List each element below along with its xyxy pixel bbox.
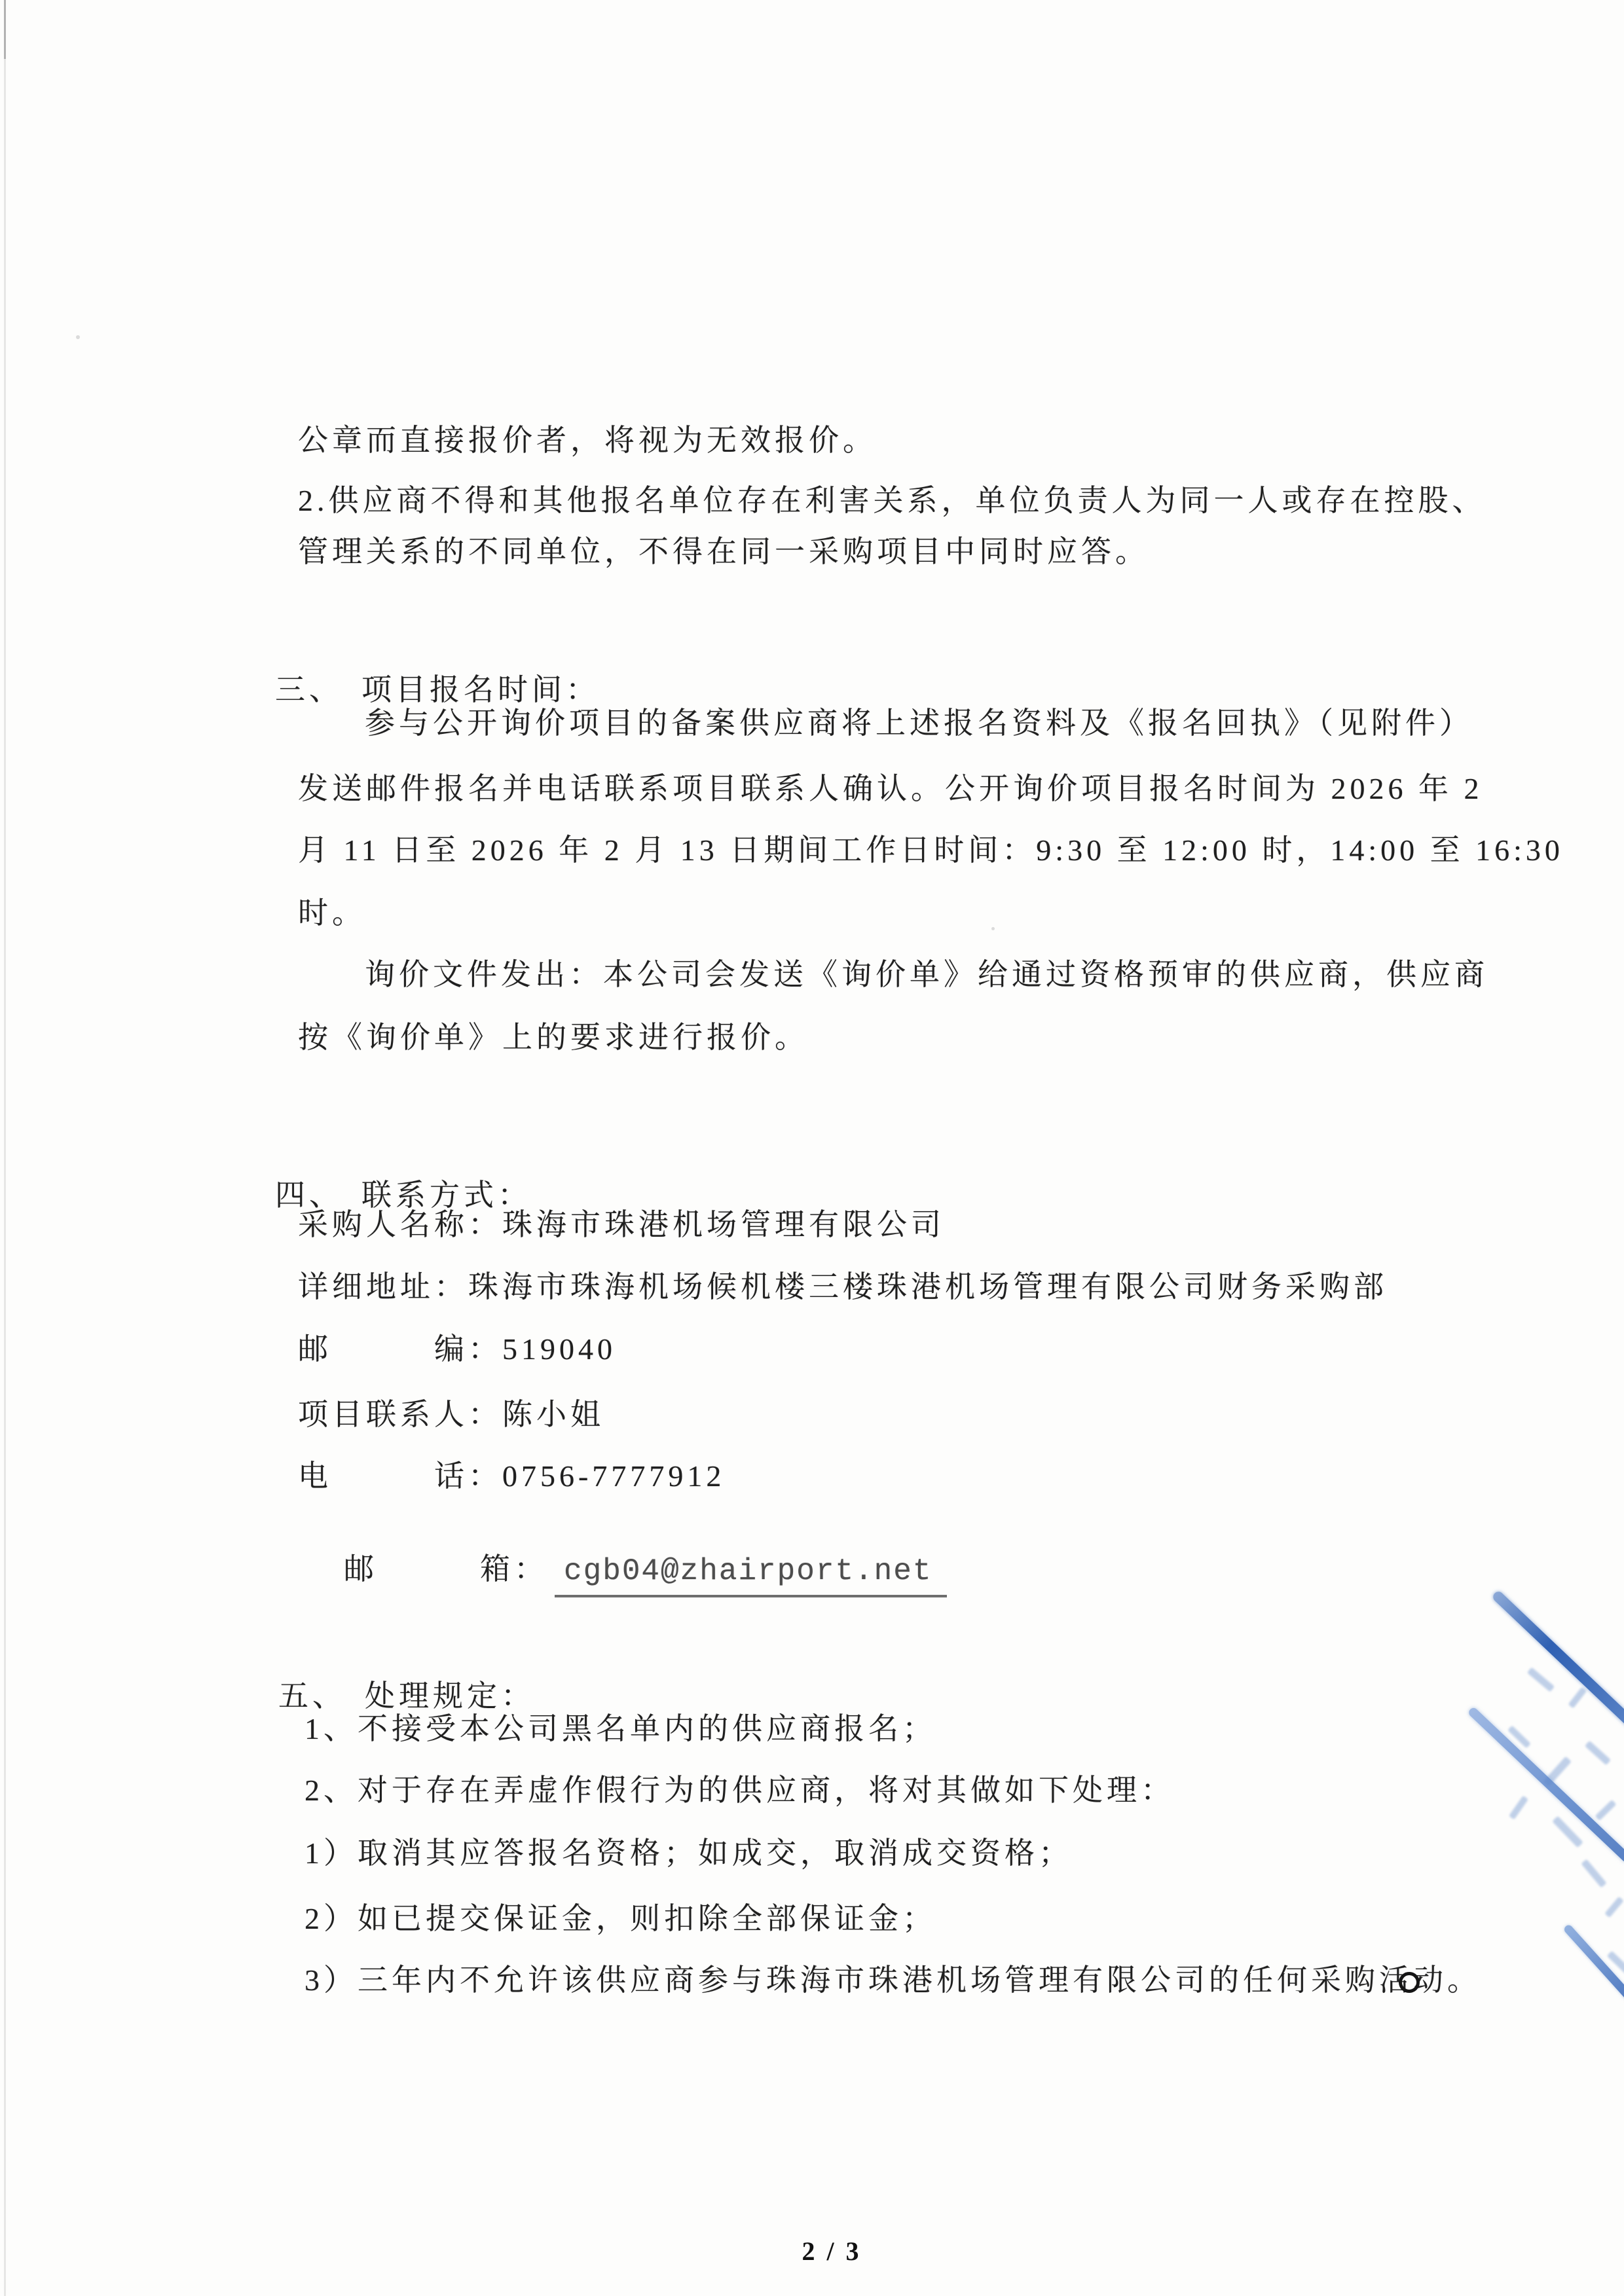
stamp-border-line bbox=[1467, 1706, 1624, 1864]
contact-address-line: 详细地址：珠海市珠海机场候机楼三楼珠港机场管理有限公司财务采购部 bbox=[298, 1270, 1388, 1303]
email-label: 邮 箱： bbox=[344, 1552, 548, 1586]
rules-item-2: 2、对于存在弄虚作假行为的供应商，将对其做如下处理： bbox=[304, 1774, 1175, 1807]
scan-edge-artifact bbox=[4, 0, 6, 2296]
signup-para1-line1: 参与公开询价项目的备案供应商将上述报名资料及《报名回执》（见附件） bbox=[365, 706, 1473, 740]
stamp-glyph-fragment bbox=[1595, 1800, 1617, 1821]
rules-item-4: 2）如已提交保证金，则扣除全部保证金； bbox=[304, 1902, 936, 1935]
stamp-glyph-fragment bbox=[1604, 1897, 1624, 1918]
contact-person-line: 项目联系人：陈小姐 bbox=[298, 1398, 604, 1431]
signup-para1-line3: 月 11 日至 2026 年 2 月 13 日期间工作日时间：9:30 至 12:00 时，14:00 至 16:30 bbox=[298, 833, 1564, 867]
stamp-glyph-fragment bbox=[1543, 1757, 1572, 1787]
intro-line-1: 公章而直接报价者，将视为无效报价。 bbox=[298, 424, 877, 457]
rules-item-5: 3）三年内不允许该供应商参与珠海市珠港机场管理有限公司的任何采购活动。 bbox=[304, 1963, 1481, 1997]
circle-mark bbox=[1399, 1972, 1420, 1993]
contact-phone-line: 电 话：0756-7777912 bbox=[298, 1459, 726, 1493]
section-signup-title: 项目报名时间： bbox=[361, 673, 600, 706]
signup-para1-line4: 时。 bbox=[298, 896, 366, 930]
email-value: cgb04@zhairport.net bbox=[555, 1554, 947, 1597]
scan-speck bbox=[991, 927, 995, 930]
rules-item-1: 1、不接受本公司黑名单内的供应商报名； bbox=[304, 1712, 936, 1745]
intro-line-3: 管理关系的不同单位，不得在同一采购项目中同时应答。 bbox=[298, 535, 1149, 568]
scan-speck bbox=[76, 335, 80, 339]
stamp-border-line bbox=[1491, 1590, 1624, 1728]
section-contact-number: 四、 bbox=[275, 1178, 343, 1212]
contact-buyer-line: 采购人名称：珠海市珠港机场管理有限公司 bbox=[298, 1208, 945, 1241]
signup-para2-line2: 按《询价单》上的要求进行报价。 bbox=[298, 1021, 809, 1054]
intro-line-2: 2.供应商不得和其他报名单位存在利害关系，单位负责人为同一人或存在控股、 bbox=[298, 484, 1486, 517]
contact-email-line bbox=[298, 1524, 947, 1616]
stamp-glyph-fragment bbox=[1527, 1667, 1555, 1692]
stamp-glyph-fragment bbox=[1509, 1796, 1528, 1820]
rules-item-3: 1）取消其应答报名资格；如成交，取消成交资格； bbox=[304, 1836, 1073, 1870]
stamp-glyph-fragment bbox=[1585, 1741, 1611, 1766]
section-rules-number: 五、 bbox=[278, 1679, 346, 1713]
section-signup-number: 三、 bbox=[275, 673, 343, 706]
stamp-glyph-fragment bbox=[1568, 1687, 1587, 1709]
page-number: 2 / 3 bbox=[802, 2236, 862, 2266]
stamp-glyph-fragment bbox=[1552, 1816, 1583, 1848]
signup-para2-line1: 询价文件发出：本公司会发送《询价单》给通过资格预审的供应商，供应商 bbox=[365, 958, 1488, 991]
contact-postcode-line: 邮 编：519040 bbox=[298, 1332, 616, 1366]
stamp-glyph-fragment bbox=[1581, 1859, 1606, 1888]
section-contact-title: 联系方式： bbox=[361, 1178, 532, 1212]
section-rules-title: 处理规定： bbox=[365, 1679, 535, 1713]
signup-para1-line2: 发送邮件报名并电话联系项目联系人确认。公开询价项目报名时间为 2026 年 2 bbox=[298, 772, 1483, 805]
